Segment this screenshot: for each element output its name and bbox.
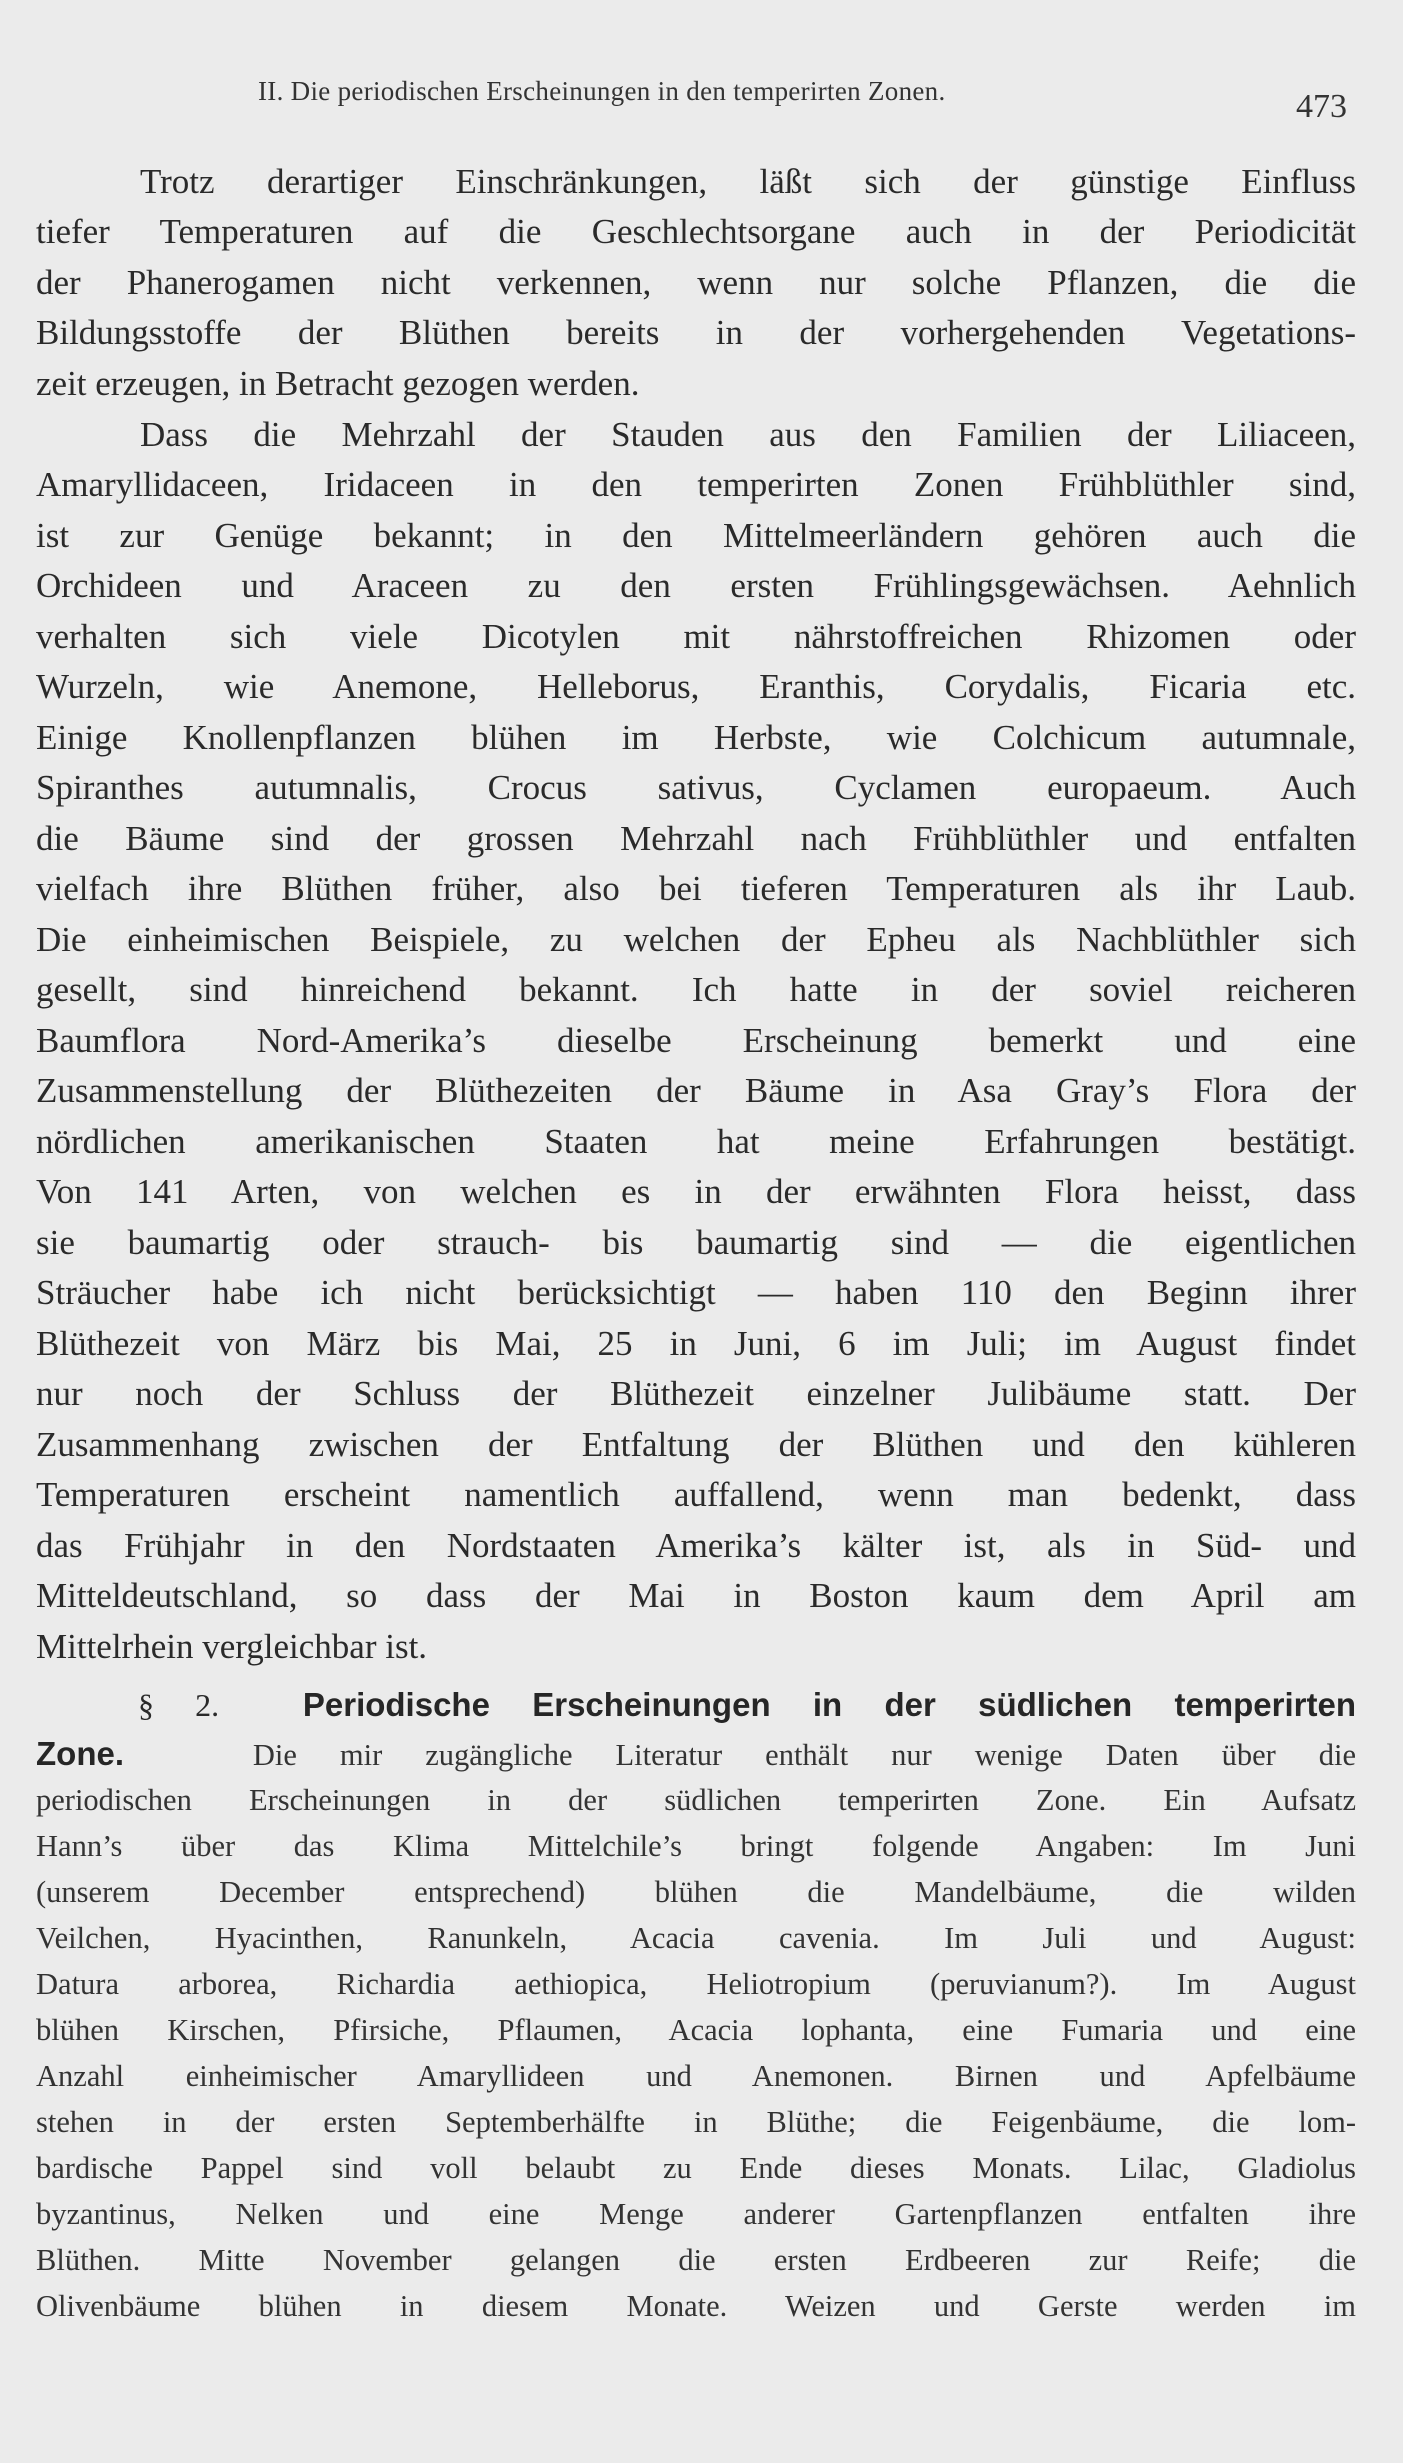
running-head: II. Die periodischen Erscheinungen in den temperirten Zonen. xyxy=(258,76,946,106)
small-line: Anzahl einheimischer Amaryllideen und Anemonen. Birnen und Apfelbäume xyxy=(36,2059,1356,2093)
body-line: Bildungsstoffe der Blüthen bereits in der vorhergehenden Vegetations- xyxy=(36,313,1356,352)
body-line: Einige Knollenpflanzen blühen im Herbste, wie Colchicum autumnale, xyxy=(36,718,1356,757)
page-number: 473 xyxy=(1296,88,1347,125)
small-line: (unserem December entsprechend) blühen die Mandelbäume, die wilden xyxy=(36,1875,1356,1909)
small-line: Datura arborea, Richardia aethiopica, Heliotropium (peruvianum?). Im August xyxy=(36,1967,1356,2001)
body-line: Blüthezeit von März bis Mai, 25 in Juni, 6 im Juli; im August findet xyxy=(36,1324,1356,1363)
body-line: tiefer Temperaturen auf die Geschlechtsorgane auch in der Periodicität xyxy=(36,212,1356,251)
small-line: Blüthen. Mitte November gelangen die ersten Erdbeeren zur Reife; die xyxy=(36,2243,1356,2277)
body-line: das Frühjahr in den Nordstaaten Amerika’s kälter ist, als in Süd- und xyxy=(36,1526,1356,1565)
body-line: Temperaturen erscheint namentlich auffallend, wenn man bedenkt, dass xyxy=(36,1475,1356,1514)
body-line: Zusammenhang zwischen der Entfaltung der Blüthen und den kühleren xyxy=(36,1425,1356,1464)
section-sign: § 2. xyxy=(138,1687,220,1723)
small-line: Hann’s über das Klima Mittelchile’s bringt folgende Angaben: Im Juni xyxy=(36,1829,1356,1863)
body-line: Spiranthes autumnalis, Crocus sativus, Cyclamen europaeum. Auch xyxy=(36,768,1356,807)
body-line: Amaryllidaceen, Iridaceen in den temperirten Zonen Frühblüthler sind, xyxy=(36,465,1356,504)
small-line: Veilchen, Hyacinthen, Ranunkeln, Acacia cavenia. Im Juli und August: xyxy=(36,1921,1356,1955)
body-line: der Phanerogamen nicht verkennen, wenn nur solche Pflanzen, die die xyxy=(36,263,1356,302)
body-line: sie baumartig oder strauch- bis baumartig sind — die eigentlichen xyxy=(36,1223,1356,1262)
small-line: stehen in der ersten Septemberhälfte in Blüthe; die Feigenbäume, die lom- xyxy=(36,2105,1356,2139)
body-line: Trotz derartiger Einschränkungen, läßt sich der günstige Einfluss xyxy=(140,162,1356,201)
small-line: periodischen Erscheinungen in der südlichen temperirten Zone. Ein Aufsatz xyxy=(36,1783,1356,1817)
body-line: Die einheimischen Beispiele, zu welchen der Epheu als Nachblüthler sich xyxy=(36,920,1356,959)
small-line: blühen Kirschen, Pfirsiche, Pflaumen, Acacia lophanta, eine Fumaria und eine xyxy=(36,2013,1356,2047)
body-line: Wurzeln, wie Anemone, Helleborus, Eranthis, Corydalis, Ficaria etc. xyxy=(36,667,1356,706)
body-line: Baumflora Nord-Amerika’s dieselbe Erscheinung bemerkt und eine xyxy=(36,1021,1356,1060)
section-first-line xyxy=(36,1732,1356,1776)
section-heading: Periodische Erscheinungen in der südlichen temperirten xyxy=(302,1686,1356,1723)
body-line: nördlichen amerikanischen Staaten hat meine Erfahrungen bestätigt. xyxy=(36,1122,1356,1161)
body-line: Von 141 Arten, von welchen es in der erwähnten Flora heisst, dass xyxy=(36,1172,1356,1211)
body-line: Zusammenstellung der Blüthezeiten der Bäume in Asa Gray’s Flora der xyxy=(36,1071,1356,1110)
body-line: nur noch der Schluss der Blüthezeit einzelner Julibäume statt. Der xyxy=(36,1374,1356,1413)
small-line: bardische Pappel sind voll belaubt zu Ende dieses Monats. Lilac, Gladiolus xyxy=(36,2151,1356,2185)
small-line: byzantinus, Nelken und eine Menge anderer Gartenpflanzen entfalten ihre xyxy=(36,2197,1356,2231)
body-line: Mitteldeutschland, so dass der Mai in Boston kaum dem April am xyxy=(36,1576,1356,1615)
body-line: Sträucher habe ich nicht berücksichtigt — haben 110 den Beginn ihrer xyxy=(36,1273,1356,1312)
body-line: verhalten sich viele Dicotylen mit nährstoffreichen Rhizomen oder xyxy=(36,617,1356,656)
body-line: Mittelrhein vergleichbar ist. xyxy=(36,1627,428,1666)
body-line: ist zur Genüge bekannt; in den Mittelmeerländern gehören auch die xyxy=(36,516,1356,555)
section-heading-line xyxy=(138,1681,1356,1729)
section-heading-cont: Zone. xyxy=(36,1735,124,1772)
body-line: Dass die Mehrzahl der Stauden aus den Familien der Liliaceen, xyxy=(140,415,1356,454)
body-line: vielfach ihre Blüthen früher, also bei tieferen Temperaturen als ihr Laub. xyxy=(36,869,1356,908)
body-line: die Bäume sind der grossen Mehrzahl nach Frühblüthler und entfalten xyxy=(36,819,1356,858)
section-intro-text: Die mir zugängliche Literatur enthält nur wenige Daten über die xyxy=(252,1738,1356,1772)
small-line: Olivenbäume blühen in diesem Monate. Weizen und Gerste werden im xyxy=(36,2289,1356,2323)
body-line: gesellt, sind hinreichend bekannt. Ich hatte in der soviel reicheren xyxy=(36,970,1356,1009)
body-line: Orchideen und Araceen zu den ersten Frühlingsgewächsen. Aehnlich xyxy=(36,566,1356,605)
body-line: zeit erzeugen, in Betracht gezogen werden. xyxy=(36,364,640,403)
